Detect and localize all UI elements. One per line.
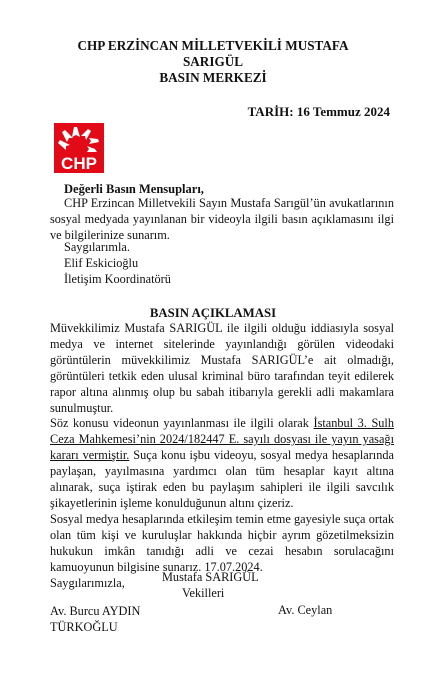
lawyer-left-line-2: TÜRKOĞLU — [50, 620, 118, 634]
signature-client-name: Mustafa SARIGÜL — [162, 570, 259, 584]
section-title: BASIN AÇIKLAMASI — [149, 306, 277, 320]
header-line-3: BASIN MERKEZİ — [159, 70, 267, 85]
closing-signer-title: İletişim Koordinatörü — [64, 271, 171, 286]
regards: Saygılarımızla, — [50, 575, 125, 590]
press-office-header — [0, 38, 426, 86]
paragraph-2 — [50, 416, 394, 511]
signature-lawyer-right: Av. Ceylan — [278, 603, 333, 617]
closing-signer-name: Elif Eskicioğlu — [64, 255, 139, 270]
signature-lawyer-left — [50, 603, 140, 635]
paragraph-1: Müvekkilimiz Mustafa SARIGÜL ile ilgili olduğu iddiasıyla sosyal medya ve internet sitelerinde yayınlandığı görülen videodaki görüntülerin müvekkilimiz Mustafa SARIGÜL’e ait olmadığı, görüntüleri tetkik eden ulusal kriminal büro tarafından teyit edilerek rapor altına alınmış olup bu sabah itibarıyla gerekli adli makamlara sunulmuştur. — [50, 321, 394, 415]
press-statement-body — [50, 321, 394, 591]
lawyer-left-line-1: Av. Burcu AYDIN — [50, 604, 141, 618]
header-line-2: SARIGÜL — [182, 54, 244, 69]
paragraph-3: Sosyal medya hesaplarında etkileşim temin etme gayesiyle suça ortak olan tüm kişi ve kuruluşlar hakkında hiçbir ayrım gözetilmeksizin hukukun imkân tanıdığı adli ve cezai hesabın sorulacağını kamuoyunun bilgisine sunarız. 17.07.2024. — [50, 511, 394, 574]
chp-logo — [54, 123, 104, 173]
closing-greeting: Saygılarımla. — [64, 240, 130, 254]
document-date: TARİH: 16 Temmuz 2024 — [247, 104, 390, 119]
salutation: Değerli Basın Mensupları, — [64, 182, 204, 196]
paragraph-2-before: Söz konusu videonun yayınlanması ile ilgili olarak — [50, 416, 314, 431]
court-decision-underlined: İstanbul 3. Sulh Ceza Mahkemesi’nin 2024/182447 E. sayılı dosyası ile yayın yasağı kararı vermiştir. — [50, 416, 394, 463]
intro-closing — [64, 240, 394, 288]
header-line-1: CHP ERZİNCAN MİLLETVEKİLİ MUSTAFA — [77, 38, 349, 53]
intro-paragraph — [50, 196, 394, 244]
paragraph-2-after: Suça konu işbu videoyu, sosyal medya hesaplarında paylaşan, yayılmasına yardımcı olan tüm hesaplar kayıt altına alınarak, suça iştirak eden bu paylaşım sahipleri ile ilgili savcılık şikayetlerinin işleme konulduğunun altını çizeriz. — [50, 448, 394, 510]
intro-text: CHP Erzincan Milletvekili Sayın Mustafa Sarıgül’ün avukatlarının sosyal medyada yayınlanan bir videoyla ilgili basın açıklamasını ilgi ve bilgilerinize sunarım. — [50, 196, 394, 242]
signature-role: Vekilleri — [182, 586, 225, 600]
logo-text: CHP — [61, 154, 97, 173]
